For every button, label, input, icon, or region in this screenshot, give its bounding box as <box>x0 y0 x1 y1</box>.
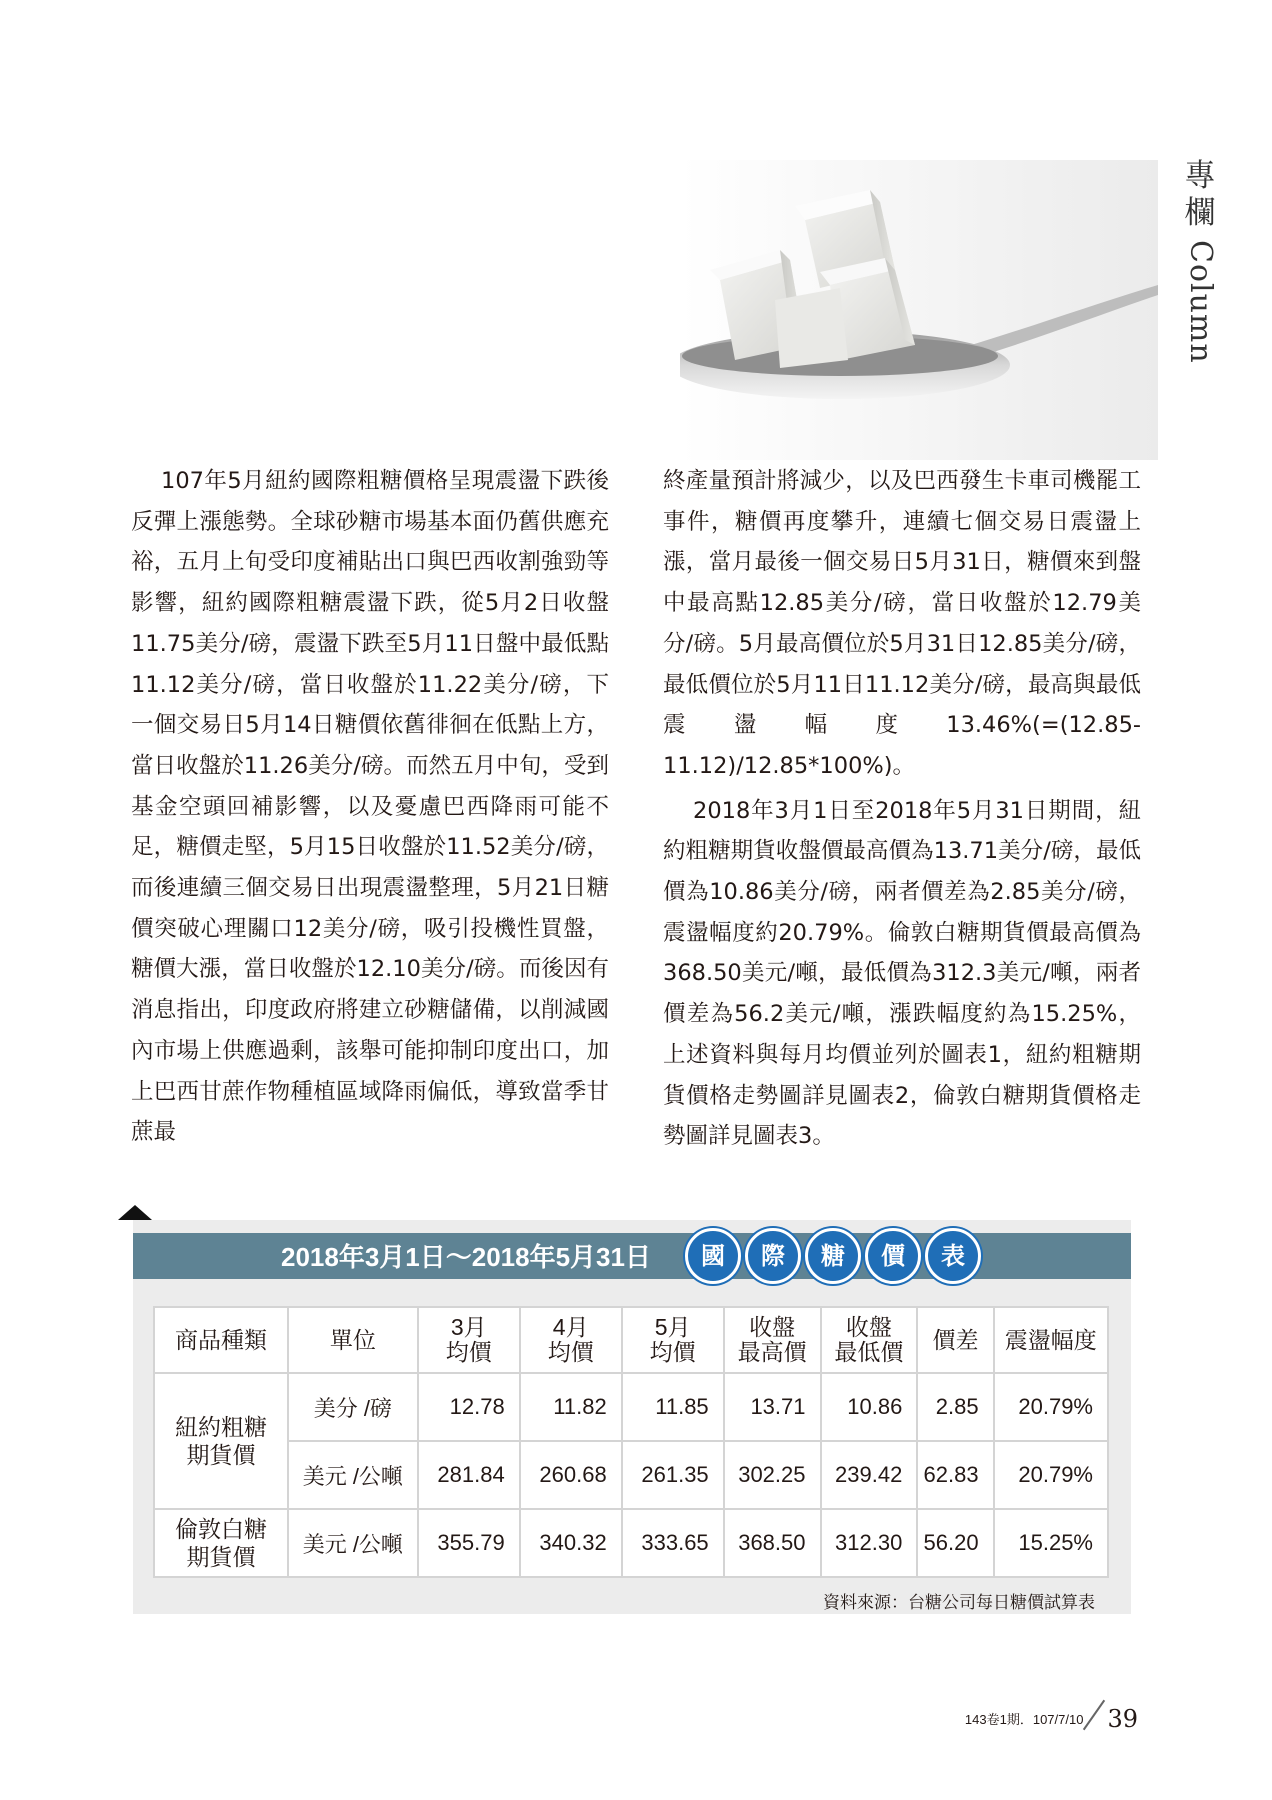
unit-cell: 美元 /公噸 <box>288 1509 418 1577</box>
article-paragraph-continued: 終產量預計將減少，以及巴西發生卡車司機罷工事件，糖價再度攀升，連續七個交易日震盪上漲，當月最後一個交易日5月31日，糖價來到盤中最高點12.85美分/磅，當日收盤於12.79美分/磅。5月最高價位於5月31日12.85美分/磅，最低價位於5月11日11.12美分/磅，最高與最低震盪幅度13.46%(=(12.85-11.12)/12.85*100%)。 <box>663 468 1141 779</box>
article-paragraph: 2018年3月1日至2018年5月31日期間，紐約粗糖期貨收盤價最高價為13.71美分/磅，最低價為10.86美分/磅，兩者價差為2.85美分/磅，震盪幅度約20.79%。倫敦白糖期貨價最高價為368.50美元/噸，最低價為312.3美元/噸，兩者價差為56.2美元/噸，漲跌幅度約為15.25%，上述資料與每月均價並列於圖表1，紐約粗糖期貨價格走勢圖詳見圖表2，倫敦白糖期貨價格走勢圖詳見圖表3。 <box>663 797 1141 1150</box>
header-may-avg: 5月 均價 <box>622 1307 724 1373</box>
title-bubble: 國 <box>685 1228 741 1284</box>
section-tag-english: Column <box>1183 240 1218 364</box>
value-cell: 340.32 <box>520 1509 622 1577</box>
issue-info: 143卷1期．107/7/10 <box>964 1712 1084 1727</box>
title-bubble: 際 <box>745 1228 801 1284</box>
unit-cell: 美分 /磅 <box>288 1373 418 1441</box>
price-table <box>153 1306 1109 1578</box>
value-cell: 333.65 <box>622 1509 724 1577</box>
title-bubble: 糖 <box>805 1228 861 1284</box>
header-close-low: 收盤 最低價 <box>821 1307 918 1373</box>
value-cell: 261.35 <box>622 1441 724 1509</box>
article-column-right <box>663 461 1141 1157</box>
table-header-row <box>154 1307 1108 1373</box>
header-spread: 價差 <box>917 1307 993 1373</box>
table-title-bubbles <box>685 1228 981 1284</box>
value-cell: 302.25 <box>724 1441 821 1509</box>
table-row <box>154 1373 1108 1441</box>
header-product: 商品種類 <box>154 1307 288 1373</box>
value-cell: 11.82 <box>520 1373 622 1441</box>
corner-triangle-decoration <box>118 1205 152 1220</box>
header-march-avg: 3月 均價 <box>418 1307 520 1373</box>
value-cell: 13.71 <box>724 1373 821 1441</box>
article-paragraph: 107年5月紐約國際粗糖價格呈現震盪下跌後反彈上漲態勢。全球砂糖市場基本面仍舊供應充裕，五月上旬受印度補貼出口與巴西收割強勁等影響，紐約國際粗糖震盪下跌，從5月2日收盤11.75美分/磅，震盪下跌至5月11日盤中最低點11.12美分/磅，當日收盤於11.22美分/磅，下一個交易日5月14日糖價依舊徘徊在低點上方，當日收盤於11.26美分/磅。而然五月中旬，受到基金空頭回補影響，以及憂慮巴西降雨可能不足，糖價走堅，5月15日收盤於11.52美分/磅，而後連續三個交易日出現震盪整理，5月21日糖價突破心理關口12美分/磅，吸引投機性買盤，糖價大漲，當日收盤於12.10美分/磅。而後因有消息指出，印度政府將建立砂糖儲備，以削減國內市場上供應過剩，該舉可能抑制印度出口，加上巴西甘蔗作物種植區域降雨偏低，導致當季甘蔗最 <box>131 468 609 1146</box>
section-tag <box>1180 158 1220 364</box>
title-bubble: 表 <box>925 1228 981 1284</box>
page-number: 39 <box>1107 1705 1138 1733</box>
value-cell: 12.78 <box>418 1373 520 1441</box>
product-cell: 紐約粗糖 期貨價 <box>154 1373 288 1509</box>
footer-slash-divider <box>1083 1700 1105 1731</box>
value-cell: 312.30 <box>821 1509 918 1577</box>
sugar-cubes-on-spoon-icon <box>680 160 1158 460</box>
table-title: 2018年3月1日～2018年5月31日 <box>281 1242 651 1272</box>
value-cell: 368.50 <box>724 1509 821 1577</box>
section-tag-chinese: 專欄 <box>1184 158 1216 231</box>
value-cell: 239.42 <box>821 1441 918 1509</box>
value-cell: 10.86 <box>821 1373 918 1441</box>
header-april-avg: 4月 均價 <box>520 1307 622 1373</box>
value-cell: 15.25% <box>994 1509 1108 1577</box>
table-row <box>154 1441 1108 1509</box>
value-cell: 62.83 <box>917 1441 993 1509</box>
value-cell: 56.20 <box>917 1509 993 1577</box>
title-bubble: 價 <box>865 1228 921 1284</box>
value-cell: 260.68 <box>520 1441 622 1509</box>
header-unit: 單位 <box>288 1307 418 1373</box>
page-footer <box>965 1697 1138 1733</box>
value-cell: 2.85 <box>917 1373 993 1441</box>
header-close-high: 收盤 最高價 <box>724 1307 821 1373</box>
value-cell: 20.79% <box>994 1373 1108 1441</box>
sugar-price-table-panel <box>133 1220 1131 1614</box>
unit-cell: 美元 /公噸 <box>288 1441 418 1509</box>
table-row <box>154 1509 1108 1577</box>
value-cell: 281.84 <box>418 1441 520 1509</box>
article-column-left <box>131 461 609 1153</box>
value-cell: 11.85 <box>622 1373 724 1441</box>
table-source-note: 資料來源：台糖公司每日糖價試算表 <box>823 1593 1095 1612</box>
product-cell: 倫敦白糖 期貨價 <box>154 1509 288 1577</box>
value-cell: 20.79% <box>994 1441 1108 1509</box>
header-amplitude: 震盪幅度 <box>994 1307 1108 1373</box>
value-cell: 355.79 <box>418 1509 520 1577</box>
